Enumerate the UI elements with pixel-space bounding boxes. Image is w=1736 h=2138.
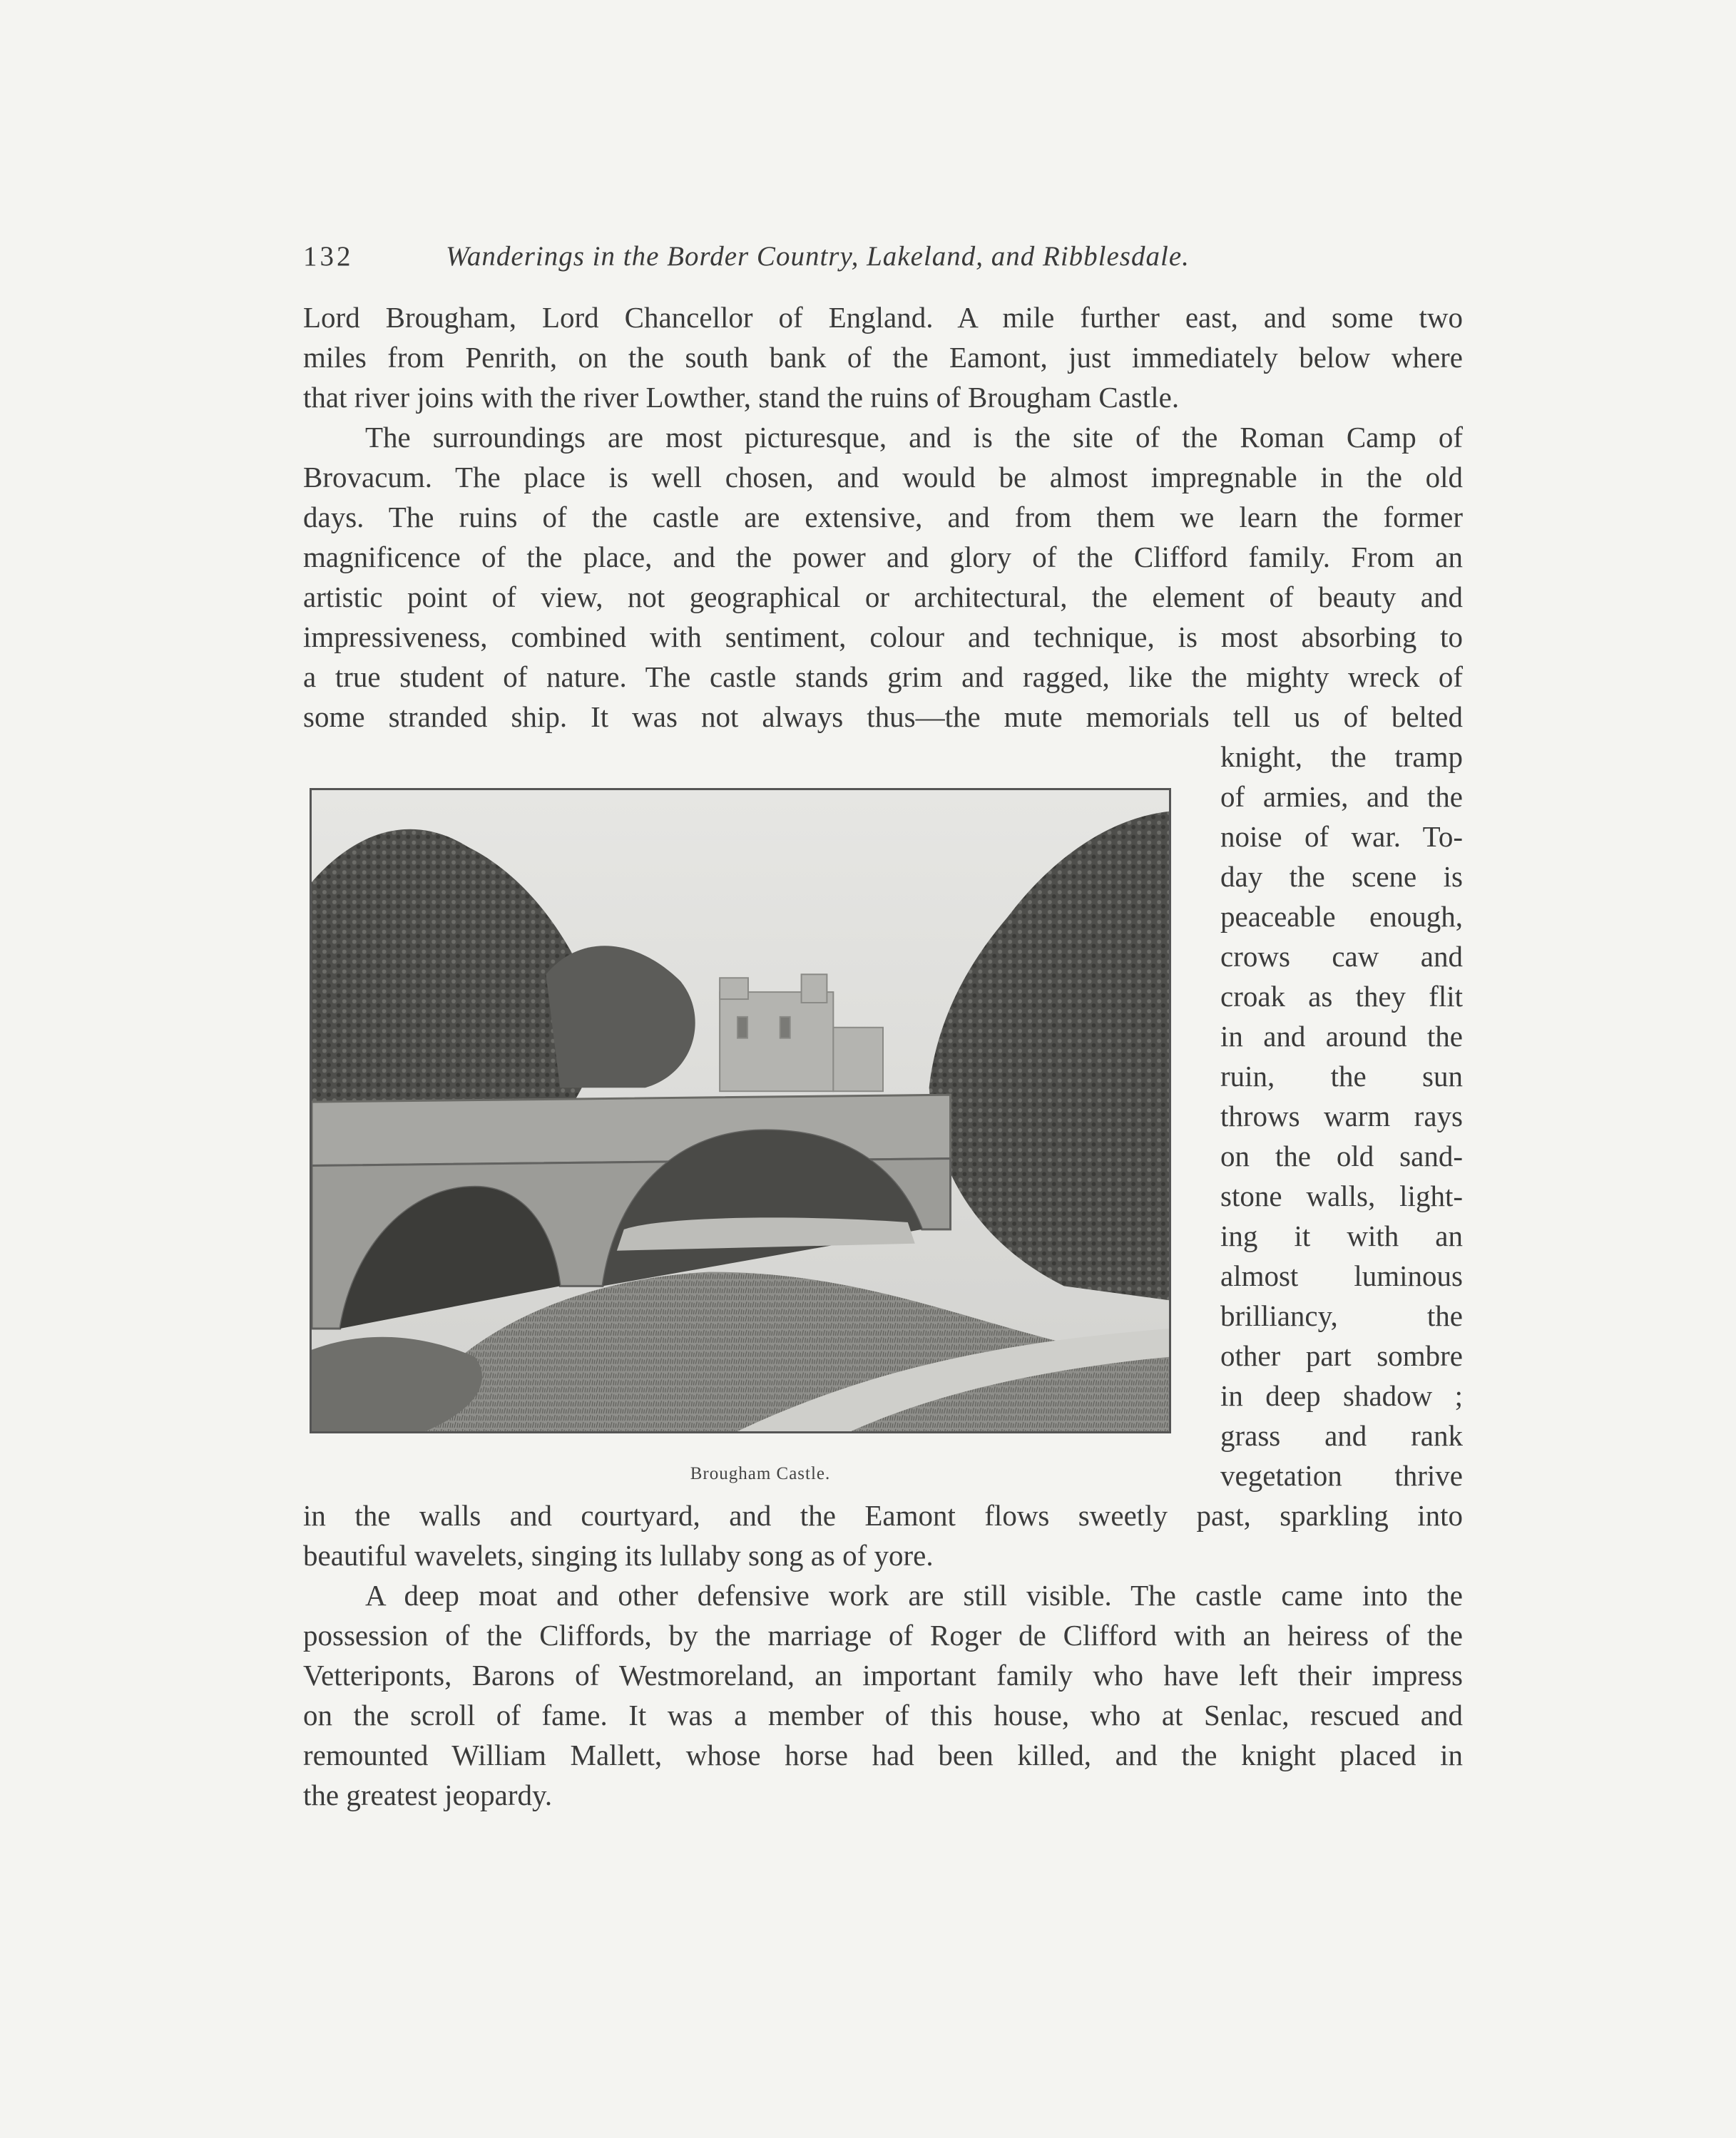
text-line: ing it with an [1220,1219,1463,1252]
text-line: of armies, and the [1220,780,1463,813]
text-line: beautiful wavelets, singing its lullaby song as of yore. [303,1539,934,1572]
text-line: vegetation thrive [1220,1459,1463,1492]
text-line: Lord Brougham, Lord Chancellor of England. A mile further east, and some two [303,301,1463,334]
text-line: day the scene is [1220,860,1463,893]
text-line: Vetteriponts, Barons of Westmoreland, an important family who have left their impress [303,1659,1463,1692]
text-line: brilliancy, the [1220,1299,1463,1332]
text-line: that river joins with the river Lowther, stand the ruins of Brougham Castle. [303,381,1180,414]
text-line: possession of the Cliffords, by the marriage of Roger de Clifford with an heiress of the [303,1619,1463,1652]
text-line: croak as they flit [1220,980,1463,1013]
text-line: days. The ruins of the castle are extensive, and from them we learn the former [303,501,1463,533]
text-line: miles from Penrith, on the south bank of the Eamont, just immediately below where [303,341,1463,374]
text-line: grass and rank [1220,1419,1463,1452]
text-line: Brovacum. The place is well chosen, and would be almost impregnable in the old [303,461,1463,493]
text-line: in deep shadow ; [1220,1379,1463,1412]
text-line: noise of war. To- [1220,820,1463,853]
page-number: 132 [303,241,354,272]
text-line: The surroundings are most picturesque, and is the site of the Roman Camp of [365,421,1463,454]
text-line: magnificence of the place, and the power and glory of the Clifford family. From an [303,541,1463,573]
text-line: the greatest jeopardy. [303,1779,553,1811]
text-line: ruin, the sun [1220,1060,1463,1093]
photograph-illustration [312,790,1169,1431]
text-line: stone walls, light- [1220,1180,1463,1212]
text-line: on the old sand- [1220,1140,1463,1172]
text-line: in and around the [1220,1020,1463,1053]
text-line: peaceable enough, [1220,900,1463,933]
text-line: impressiveness, combined with sentiment, colour and technique, is most absorbing to [303,620,1463,653]
text-line: crows caw and [1220,940,1463,973]
text-line: on the scroll of fame. It was a member of this house, who at Senlac, rescued and [303,1699,1463,1732]
text-line: artistic point of view, not geographical or architectural, the element of beauty and [303,580,1463,613]
text-line: throws warm rays [1220,1100,1463,1132]
running-head [303,235,1312,278]
text-line: knight, the tramp [1220,740,1463,773]
text-line: some stranded ship. It was not always thus—the mute memorials tell us of belted [303,700,1463,733]
text-line: other part sombre [1220,1339,1463,1372]
text-line: A deep moat and other defensive work are still visible. The castle came into the [365,1579,1463,1612]
figure-caption: Brougham Castle. [690,1464,831,1483]
brougham-castle-photograph [310,788,1171,1433]
book-title: Wanderings in the Border Country, Lakeland, and Ribblesdale. [446,241,1190,272]
text-line: remounted William Mallett, whose horse had been killed, and the knight placed in [303,1739,1463,1771]
text-line: in the walls and courtyard, and the Eamont flows sweetly past, sparkling into [303,1499,1463,1532]
text-line: a true student of nature. The castle stands grim and ragged, like the mighty wreck of [303,660,1463,693]
text-line: almost luminous [1220,1259,1463,1292]
